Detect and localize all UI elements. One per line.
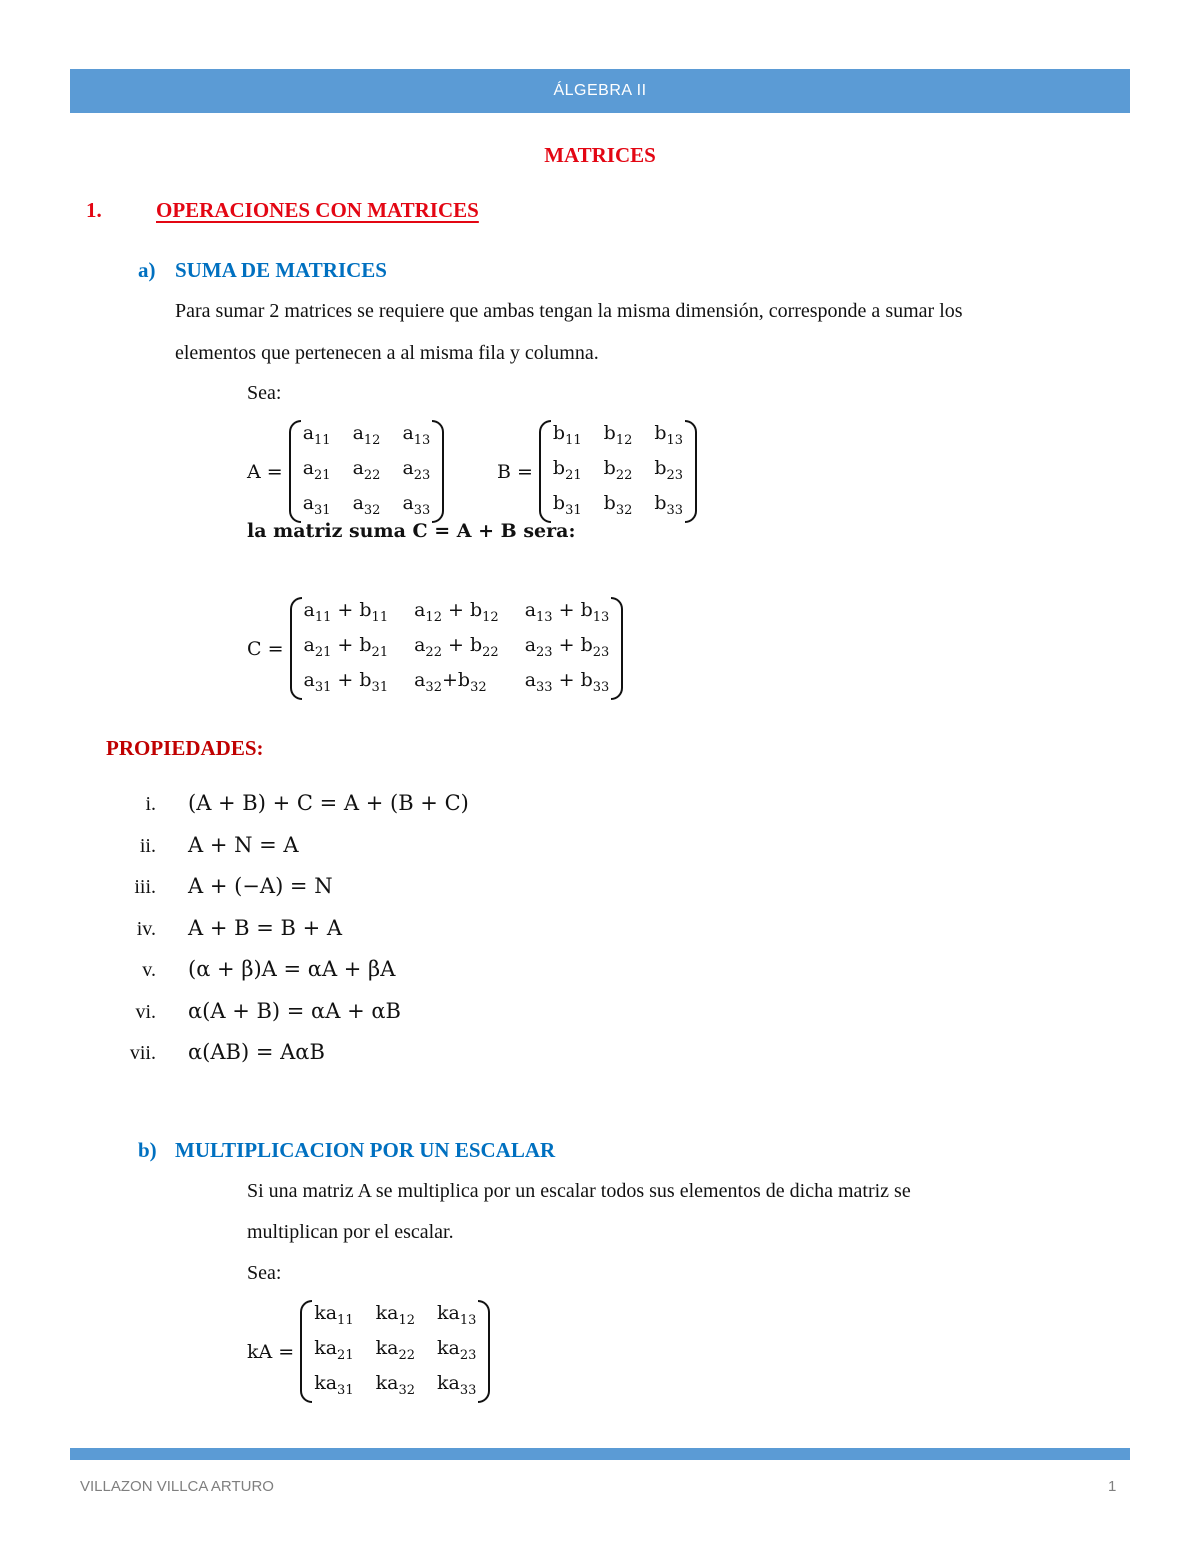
property-number: vii.: [129, 1042, 156, 1064]
matrix-cell: $b_{32}$: [603, 491, 633, 518]
page-number: 1: [1108, 1478, 1117, 1495]
property-formula: A + (−A) = N: [188, 874, 333, 898]
properties-heading: PROPIEDADES:: [106, 736, 264, 760]
sum-paragraph-line2: elementos que pertenecen a al misma fila y columna.: [175, 342, 599, 364]
matrix-cell: $b_{23}$: [654, 456, 684, 483]
section-title: OPERACIONES CON MATRICES: [156, 198, 479, 222]
matrix-cell: $b_{11}$: [552, 422, 582, 448]
matrix-b-label: B =: [497, 460, 533, 483]
footer-bar: [70, 1448, 1130, 1460]
matrix-cell: $a_{12} + b_{12}$: [414, 599, 499, 625]
matrix-cell: $a_{22}$: [352, 456, 381, 483]
subsection-b-marker: b): [138, 1138, 157, 1162]
matrix-cell: $b_{31}$: [552, 491, 582, 518]
page-header: ÁLGEBRA II: [70, 69, 1130, 113]
subsection-a-marker: a): [138, 258, 156, 282]
matrix-cell: $ka_{33}$: [436, 1371, 477, 1398]
matrix-cell: $b_{22}$: [603, 456, 633, 483]
matrix-a-label: A =: [247, 460, 283, 483]
matrix-cell: $a_{13} + b_{13}$: [524, 599, 610, 625]
property-formula: A + N = A: [188, 832, 299, 857]
matrix-cell: $ka_{23}$: [436, 1336, 477, 1363]
matrix-cell: $a_{12}$: [352, 422, 381, 448]
property-formula: α(AB) = AαB: [188, 1040, 325, 1064]
matrix-cell: $ka_{11}$: [314, 1302, 354, 1328]
matrix-cell: $b_{21}$: [552, 456, 582, 483]
matrix-c-label: C =: [247, 637, 284, 660]
property-number: vi.: [135, 1000, 156, 1023]
matrix-cell: $a_{21}$: [302, 456, 331, 483]
matrix-cell: $a_{22} + b_{22}$: [414, 633, 499, 660]
matrix-cell: $a_{23}$: [402, 456, 431, 483]
matrix-cell: $a_{21} + b_{21}$: [303, 633, 389, 660]
sea-label-a: Sea:: [247, 382, 282, 404]
matrix-cell: $b_{33}$: [654, 491, 684, 518]
matrix-cell: $ka_{13}$: [436, 1302, 477, 1328]
matrix-cell: $a_{32}$: [352, 491, 381, 518]
matrix-cell: $b_{13}$: [654, 422, 684, 448]
matrix-cell: $ka_{31}$: [314, 1371, 354, 1398]
property-number: iv.: [136, 917, 156, 940]
scalar-paragraph-line2: multiplican por el escalar.: [247, 1221, 454, 1243]
subsection-b-title: MULTIPLICACION POR UN ESCALAR: [175, 1138, 556, 1162]
matrix-cell: $ka_{32}$: [375, 1371, 415, 1398]
matrix-cell: $ka_{22}$: [375, 1336, 415, 1363]
matrix-cell: $a_{33} + b_{33}$: [524, 668, 610, 695]
matrix-c: [247, 597, 623, 700]
matrix-cell: $a_{23} + b_{23}$: [524, 633, 610, 660]
property-formula: (A + B) + C = A + (B + C): [188, 791, 469, 815]
matrix-cell: $a_{31} + b_{31}$: [303, 668, 389, 695]
sea-label-b: Sea:: [247, 1262, 282, 1284]
matrix-cell: $a_{13}$: [402, 422, 431, 448]
sum-paragraph-line1: Para sumar 2 matrices se requiere que ambas tengan la misma dimensión, corresponde a sumar los: [175, 300, 963, 322]
property-number: i.: [145, 793, 156, 815]
matrix-cell: $ka_{12}$: [375, 1302, 415, 1328]
matrix-cell: $a_{32}+b_{32}$: [414, 668, 487, 695]
matrix-ka-label: kA =: [247, 1340, 295, 1363]
document-title: MATRICES: [544, 143, 656, 167]
property-formula: α(A + B) = αA + αB: [188, 998, 401, 1023]
property-number: iii.: [134, 876, 156, 898]
subsection-a-title: SUMA DE MATRICES: [175, 258, 387, 282]
property-number: v.: [142, 959, 156, 981]
matrix-cell: $a_{33}$: [402, 491, 431, 518]
matrix-cell: $ka_{21}$: [314, 1336, 354, 1363]
section-number: 1.: [86, 198, 102, 222]
matrix-cell: $b_{12}$: [603, 422, 633, 448]
matrix-ka: [247, 1300, 490, 1403]
matrix-cell: $a_{11} + b_{11}$: [303, 599, 389, 625]
scalar-paragraph-line1: Si una matriz A se multiplica por un escalar todos sus elementos de dicha matriz se: [247, 1180, 911, 1202]
footer-author: VILLAZON VILLCA ARTURO: [80, 1478, 274, 1495]
matrix-b: [497, 420, 697, 523]
sum-definition: la matriz suma C = A + B sera:: [247, 520, 576, 542]
matrix-a: [247, 420, 444, 523]
matrix-cell: $a_{31}$: [302, 491, 331, 518]
matrix-cell: $a_{11}$: [302, 422, 331, 448]
property-formula: (α + β)A = αA + βA: [188, 957, 396, 981]
property-formula: A + B = B + A: [188, 915, 343, 940]
property-number: ii.: [139, 834, 156, 857]
